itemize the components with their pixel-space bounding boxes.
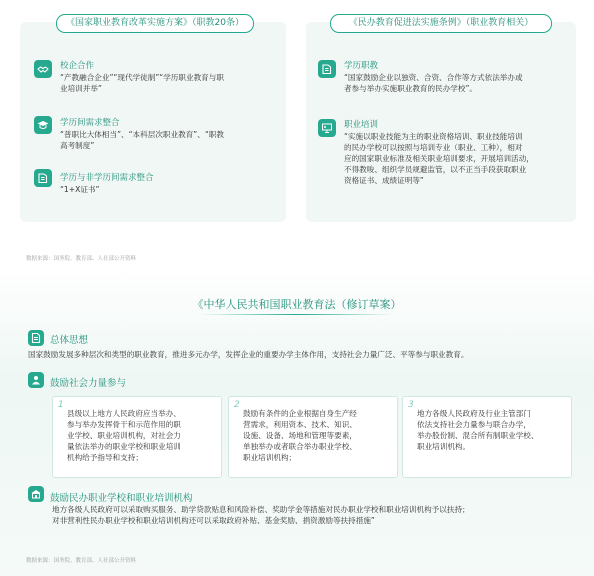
handshake-icon bbox=[34, 60, 52, 78]
section-text-private: 地方各级人民政府可以采取购买服务、助学贷款贴息和风险补偿、奖助学金等措施对民办职业学校和职业培训机构予以扶持； 对非营利性民办职业学校和职业培训机构还可以采取政府补贴、基金奖励、捐资激励等扶持措施” bbox=[52, 505, 470, 525]
item-title-non-degree-integration: 学历与非学历间需求整合 bbox=[60, 173, 154, 183]
law-title-underline bbox=[200, 314, 394, 315]
item-text-degree-vocational: “国家鼓励企业以独资、合资、合作等方式依法举办或 者参与举办实施职业教育的民办学校”。 bbox=[344, 73, 523, 93]
graduation-cap-icon bbox=[34, 116, 52, 134]
section-text-overall: 国家鼓励发展多种层次和类型的职业教育，推进多元办学，发挥企业的重要办学主体作用，支持社会力量广泛、平等参与职业教育。 bbox=[28, 350, 469, 359]
item-text-non-degree-integration: “1+X证书” bbox=[60, 185, 100, 194]
item-title-school-enterprise: 校企合作 bbox=[60, 61, 95, 71]
card-text: 鼓励有条件的企业根据自身生产经 营需求，利用资本、技术、知识、 设施、设备、场地和管理等要素， 单独举办或者联合举办职业学校、 职业培训机构； bbox=[243, 409, 357, 462]
card-text: 地方各级人民政府及行业主管部门 依法支持社会力量参与联合办学， 举办股份制、混合所有制职业学校、 职业培训机构。 bbox=[417, 409, 539, 451]
top-data-source: 数据来源：国务院、教育部、人社部公开资料 bbox=[26, 256, 137, 262]
left-policy-header: 《国家职业教育改革实施方案》（职教20条） bbox=[56, 14, 254, 33]
card-text: 县级以上地方人民政府应当举办、 参与举办发挥骨干和示范作用的职 业学校、职业培训机构，对社会力 量依法举办的职业学校和职业培训 机构给予指导和支持； bbox=[67, 409, 181, 462]
card-number: 1 bbox=[58, 400, 64, 410]
item-title-vocational-training: 职业培训 bbox=[344, 120, 379, 130]
social-card-2 bbox=[228, 396, 398, 478]
book-icon bbox=[34, 169, 52, 187]
card-number: 3 bbox=[408, 400, 414, 410]
right-policy-header: 《民办教育促进法实施条例》（职业教育相关） bbox=[330, 14, 552, 33]
social-card-3 bbox=[402, 396, 572, 478]
card-number: 2 bbox=[234, 400, 240, 410]
item-title-degree-integration: 学历间需求整合 bbox=[60, 118, 120, 128]
item-text-vocational-training: “实施以职业技能为主的职业资格培训、职业技能培训 的民办学校可以按照与培训专业（职业、工种），相对 应的国家职业标准及相关职业培训要求，开展培训活动， 不得教唆、组织学员规避监管，以不正当手段获取职业 资格证书、成绩证明等” bbox=[344, 132, 534, 185]
social-card-1 bbox=[52, 396, 222, 478]
book-icon bbox=[318, 60, 336, 78]
section-title-overall: 总体思想 bbox=[50, 335, 89, 346]
document-icon bbox=[28, 330, 44, 346]
people-icon bbox=[28, 372, 44, 388]
school-building-icon bbox=[28, 486, 44, 502]
item-text-school-enterprise: “产教融合企业”“现代学徒制”“学历职业教育与职 业培训并举” bbox=[60, 73, 224, 93]
training-board-icon bbox=[318, 119, 336, 137]
item-text-degree-integration: “普职比大体相当”、“本科层次职业教育”、“职教 高考制度” bbox=[60, 130, 224, 150]
section-title-private: 鼓励民办职业学校和职业培训机构 bbox=[50, 493, 193, 504]
law-title: 《中华人民共和国职业教育法（修订草案） bbox=[192, 298, 402, 311]
bottom-data-source: 数据来源：国务院、教育部、人社部公开资料 bbox=[26, 558, 137, 564]
section-title-social: 鼓励社会力量参与 bbox=[50, 378, 127, 389]
item-title-degree-vocational: 学历职教 bbox=[344, 61, 379, 71]
